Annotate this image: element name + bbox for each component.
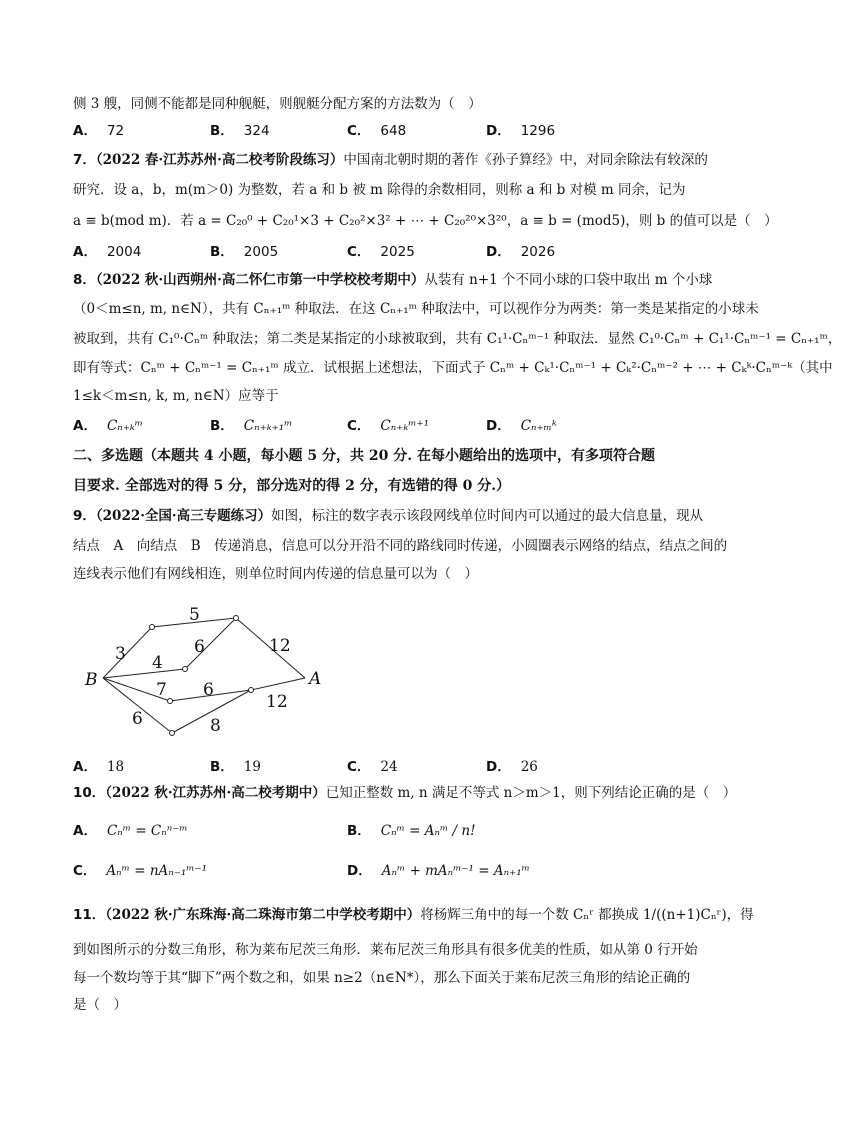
edge-label-mid-lower-right: 6	[203, 680, 214, 700]
q6-option-b[interactable]: B． 324	[210, 123, 270, 139]
edge-label-b-mid-upper: 4	[152, 653, 163, 673]
node-b-label: B	[85, 670, 98, 690]
q7-option-c[interactable]: C． 2025	[347, 244, 415, 260]
edge-label-top-a: 12	[269, 636, 291, 656]
node-top-left	[150, 625, 155, 630]
node-mid-lower	[168, 699, 173, 704]
q7-stem-line1: 7．（2022 春·江苏苏州·高二校考阶段练习）中国南北朝时期的著作《孙子算经》中，对同余除法有较深的	[73, 152, 708, 168]
q9-option-b[interactable]: B． 19	[210, 759, 261, 775]
q11-stem-line3: 每一个数均等于其“脚下”两个数之和，如果 n≥2（n∈N*），那么下面关于莱布尼茨三角形的结论正确的	[73, 970, 691, 986]
q7-option-a[interactable]: A． 2004	[73, 244, 142, 260]
q8-stem-line2: （0＜m≤n, m, n∈N），共有 Cₙ₊₁ᵐ 种取法．在这 Cₙ₊₁ᵐ 种取法中，可以视作分为两类：第一类是某指定的小球未	[73, 301, 759, 317]
q9-option-c[interactable]: C． 24	[347, 759, 398, 775]
edge-label-b-mid-lower: 7	[156, 680, 167, 700]
q10-option-d[interactable]: D． Aₙᵐ + mAₙᵐ⁻¹ = Aₙ₊₁ᵐ	[347, 863, 530, 879]
q7-option-d[interactable]: D． 2026	[486, 244, 556, 260]
edge-b-top	[103, 627, 152, 678]
edge-label-top: 5	[189, 605, 200, 625]
node-bottom	[170, 731, 175, 736]
q9-option-d[interactable]: D． 26	[486, 759, 538, 775]
q6-stem-tail: 侧 3 艘，同侧不能都是同种舰艇，则舰艇分配方案的方法数为（ ）	[73, 96, 482, 112]
q7-stem-line3: a ≡ b(mod m)．若 a = C₂₀⁰ + C₂₀¹×3 + C₂₀²×3² + ⋯ + C₂₀²⁰×3²⁰，a ≡ b = (mod5)，则 b 的值可以是（ ）	[73, 213, 778, 229]
q7-option-b[interactable]: B． 2005	[210, 244, 279, 260]
q9-stem-line3: 连线表示他们有网线相连，则单位时间内传递的信息量可以为（ ）	[73, 566, 478, 582]
q6-option-c[interactable]: C． 648	[347, 123, 407, 139]
node-mid-upper	[183, 667, 188, 672]
q6-option-a[interactable]: A． 72	[73, 123, 125, 139]
q8-stem-line5: 1≤k＜m≤n, k, m, n∈N）应等于	[73, 388, 279, 404]
q8-stem-line1: 8．（2022 秋·山西朔州·高二怀仁市第一中学校校考期中）从装有 n+1 个不同小球的口袋中取出 m 个小球	[73, 272, 713, 288]
edge-label-right-a: 12	[266, 692, 288, 712]
q9-option-a[interactable]: A． 18	[73, 759, 125, 775]
q11-stem-line4: 是（ ）	[73, 997, 127, 1013]
section2-heading-line1: 二、多选题（本题共 4 小题，每小题 5 分，共 20 分. 在每小题给出的选项中，有多项符合题	[73, 448, 655, 464]
edge-label-b-bottom: 6	[132, 709, 143, 729]
q9-stem-line2: 结点 A 向结点 B 传递消息，信息可以分开沿不同的路线同时传递，小圆圈表示网络的结点，结点之间的	[73, 538, 728, 554]
q8-option-a[interactable]: A． Cₙ₊ₖᵐ	[73, 418, 144, 434]
q10-option-b[interactable]: B． Cₙᵐ = Aₙᵐ / n!	[347, 823, 476, 839]
edge-label-mid-upper-top: 6	[194, 637, 205, 657]
edge-right-a	[251, 678, 305, 690]
q6-option-d[interactable]: D． 1296	[486, 123, 556, 139]
q11-stem-line1: 11．（2022 秋·广东珠海·高二珠海市第二中学校考期中）将杨辉三角中的每一个数 Cₙʳ 都换成 1/((n+1)Cₙʳ)，得	[73, 907, 754, 923]
q10-option-a[interactable]: A． Cₙᵐ = Cₙⁿ⁻ᵐ	[73, 823, 188, 839]
node-right	[249, 688, 254, 693]
q10-option-c[interactable]: C． Aₙᵐ = nAₙ₋₁ᵐ⁻¹	[73, 863, 208, 879]
edge-b-mid-upper	[103, 669, 185, 678]
q8-stem-line4: 即有等式：Cₙᵐ + Cₙᵐ⁻¹ = Cₙ₊₁ᵐ 成立．试根据上述想法，下面式子 Cₙᵐ + Cₖ¹·Cₙᵐ⁻¹ + Cₖ²·Cₙᵐ⁻² + ⋯ + Cₖᵏ·Cₙᵐ⁻ᵏ（其中	[73, 360, 833, 376]
q8-option-b[interactable]: B． Cₙ₊ₖ₊₁ᵐ	[210, 418, 293, 434]
q8-stem-line3: 被取到，共有 C₁⁰·Cₙᵐ 种取法；第二类是某指定的小球被取到，共有 C₁¹·Cₙᵐ⁻¹ 种取法．显然 C₁⁰·Cₙᵐ + C₁¹·Cₙᵐ⁻¹ = Cₙ₊₁ᵐ，	[73, 331, 841, 347]
q11-stem-line2: 到如图所示的分数三角形，称为莱布尼茨三角形．莱布尼茨三角形具有很多优美的性质，如从第 0 行开始	[73, 942, 698, 958]
edge-mid-upper-top	[185, 618, 236, 669]
node-a-label: A	[309, 669, 322, 689]
section2-heading-line2: 目要求. 全部选对的得 5 分，部分选对的得 2 分，有选错的得 0 分.）	[73, 478, 511, 494]
node-top-right	[234, 616, 239, 621]
q7-stem-line2: 研究．设 a，b，m(m＞0) 为整数，若 a 和 b 被 m 除得的余数相同，则称 a 和 b 对模 m 同余，记为	[73, 182, 686, 198]
q8-option-c[interactable]: C． Cₙ₊ₖᵐ⁺¹	[347, 418, 430, 434]
q9-stem-line1: 9．（2022·全国·高三专题练习）如图，标注的数字表示该段网线单位时间内可以通过的最大信息量，现从	[73, 508, 704, 524]
q8-option-d[interactable]: D． Cₙ₊ₘᵏ	[486, 418, 557, 434]
edge-label-b-top: 3	[115, 644, 126, 664]
q10-stem: 10．（2022 秋·江苏苏州·高二校考期中）已知正整数 m, n 满足不等式 n＞m＞1，则下列结论正确的是（ ）	[73, 785, 737, 801]
edge-label-bottom-right: 8	[210, 716, 221, 736]
